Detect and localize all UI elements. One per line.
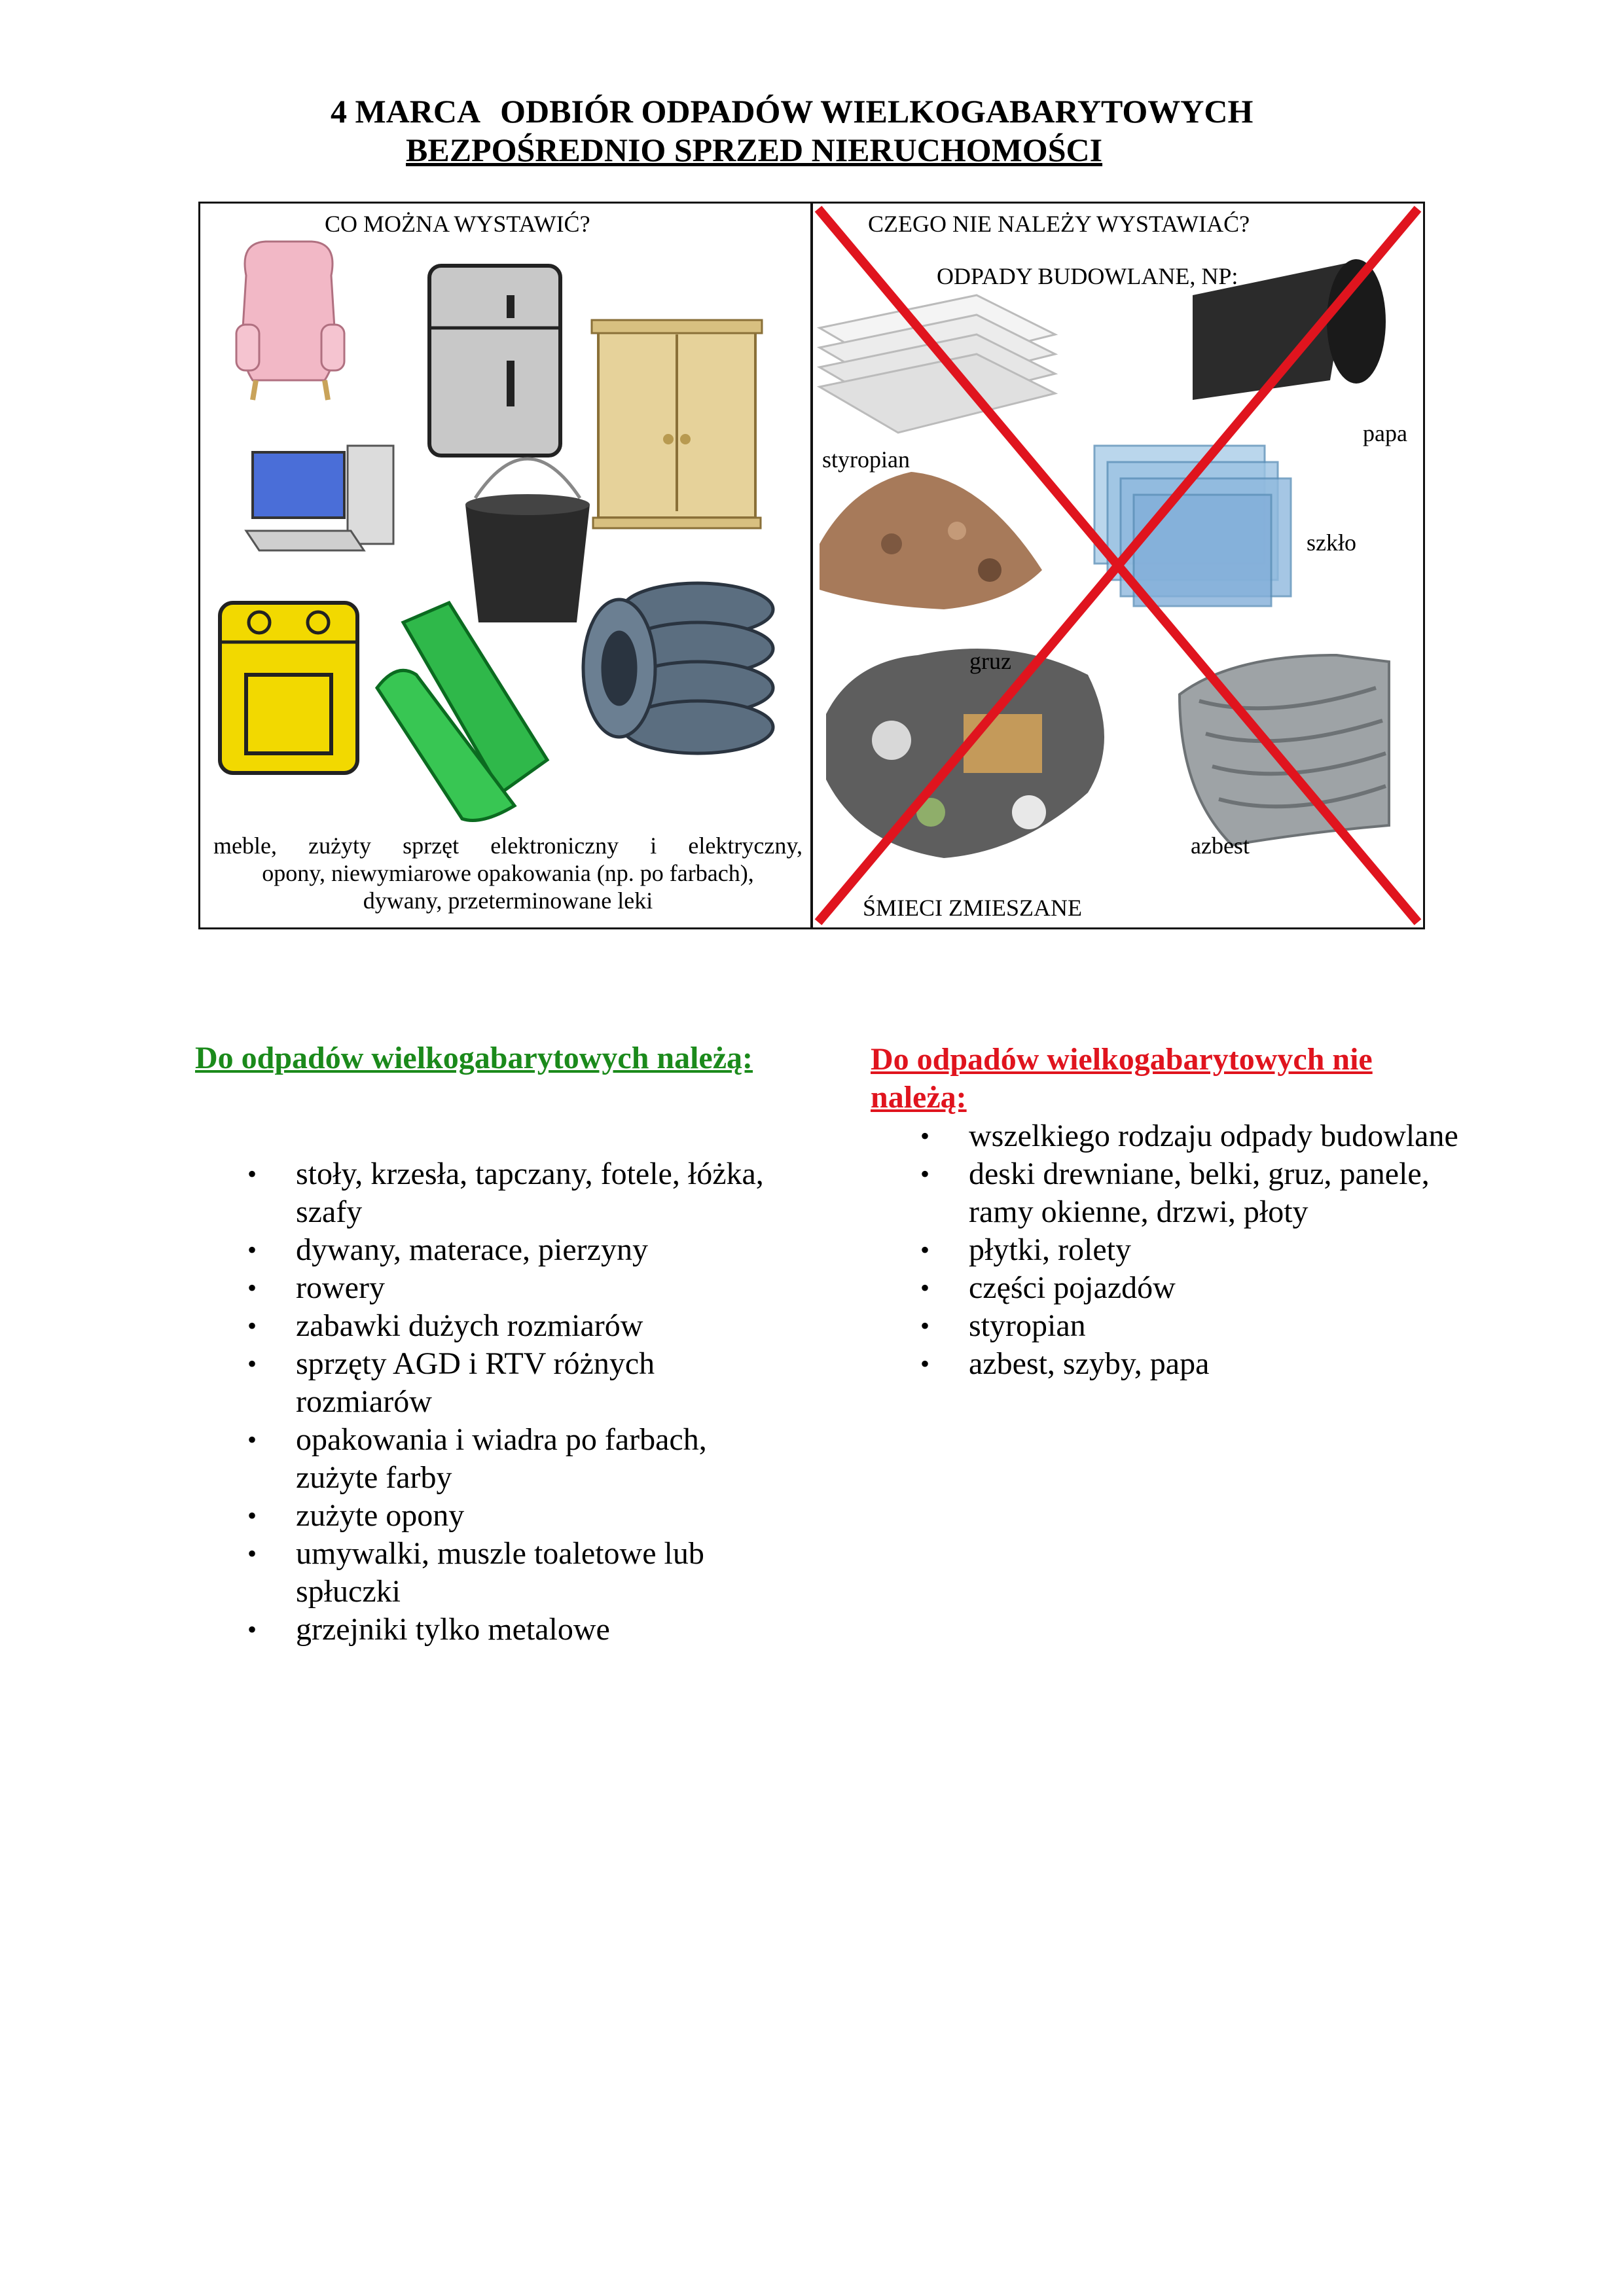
wardrobe-icon [592,320,762,528]
list-item: • zabawki dużych rozmiarów [244,1307,793,1345]
list-item: • rowery [244,1269,793,1307]
list-item: • umywalki, muszle toaletowe lub spłuczki [244,1535,793,1611]
list-item: • deski drewniane, belki, gruz, panele, ramy okienne, drzwi, płoty [916,1155,1492,1231]
armchair-icon [236,242,344,400]
allowed-list-heading: Do odpadów wielkogabarytowych należą: [195,1041,753,1075]
title-text: ODBIÓR ODPADÓW WIELKOGABARYTOWYCH [500,93,1254,130]
forbidden-list-heading: Do odpadów wielkogabarytowych nie należą: [871,1042,1373,1115]
list-item: • zużyte opony [244,1497,793,1535]
label-azbest: azbest [1191,833,1250,859]
allowed-heading: CO MOŻNA WYSTAWIĆ? [325,211,590,237]
forbidden-heading: CZEGO NIE NALEŻY WYSTAWIAĆ? [868,211,1250,237]
list-item: • azbest, szyby, papa [916,1345,1492,1383]
stove-icon [220,603,357,773]
fridge-icon [429,266,560,456]
list-item: • stoły, krzesła, tapczany, fotele, łóżka, szafy [244,1155,793,1231]
list-item: • sprzęty AGD i RTV różnych rozmiarów [244,1345,793,1421]
infographic-poster [198,202,1425,929]
caption-line: meble, zużyty sprzęt elektroniczny i elektryczny, [213,833,803,859]
caption-line: dywany, przeterminowane leki [363,888,653,914]
allowed-items-illustrations [200,204,810,927]
page-title-line2: BEZPOŚREDNIO SPRZED NIERUCHOMOŚCI [406,132,1103,168]
list-item: • płytki, rolety [916,1231,1492,1269]
allowed-caption [213,832,803,914]
list-item: • grzejniki tylko metalowe [244,1611,793,1649]
tires-icon [583,583,773,753]
computer-icon [246,446,393,550]
caption-line: opony, niewymiarowe opakowania (np. po farbach), [262,860,754,886]
forbidden-list [916,1117,1492,1383]
label-smieci-zmieszane: ŚMIECI ZMIESZANE [863,895,1082,921]
list-item: • opakowania i wiadra po farbach, zużyte farby [244,1421,793,1497]
bucket-icon [465,459,590,622]
label-gruz: gruz [969,648,1011,674]
list-item: • dywany, materace, pierzyny [244,1231,793,1269]
label-szklo: szkło [1307,529,1356,556]
list-item: • styropian [916,1307,1492,1345]
list-item: • części pojazdów [916,1269,1492,1307]
red-cross-icon [813,204,1423,927]
forbidden-subheading: ODPADY BUDOWLANE, NP: [937,263,1238,289]
carpet-icon [377,603,547,821]
allowed-list [244,1155,793,1649]
label-papa: papa [1363,420,1407,446]
title-date: 4 MARCA [331,93,481,130]
label-styropian: styropian [822,446,910,473]
list-item: • wszelkiego rodzaju odpady budowlane [916,1117,1492,1155]
page-title-line1 [331,92,1443,131]
